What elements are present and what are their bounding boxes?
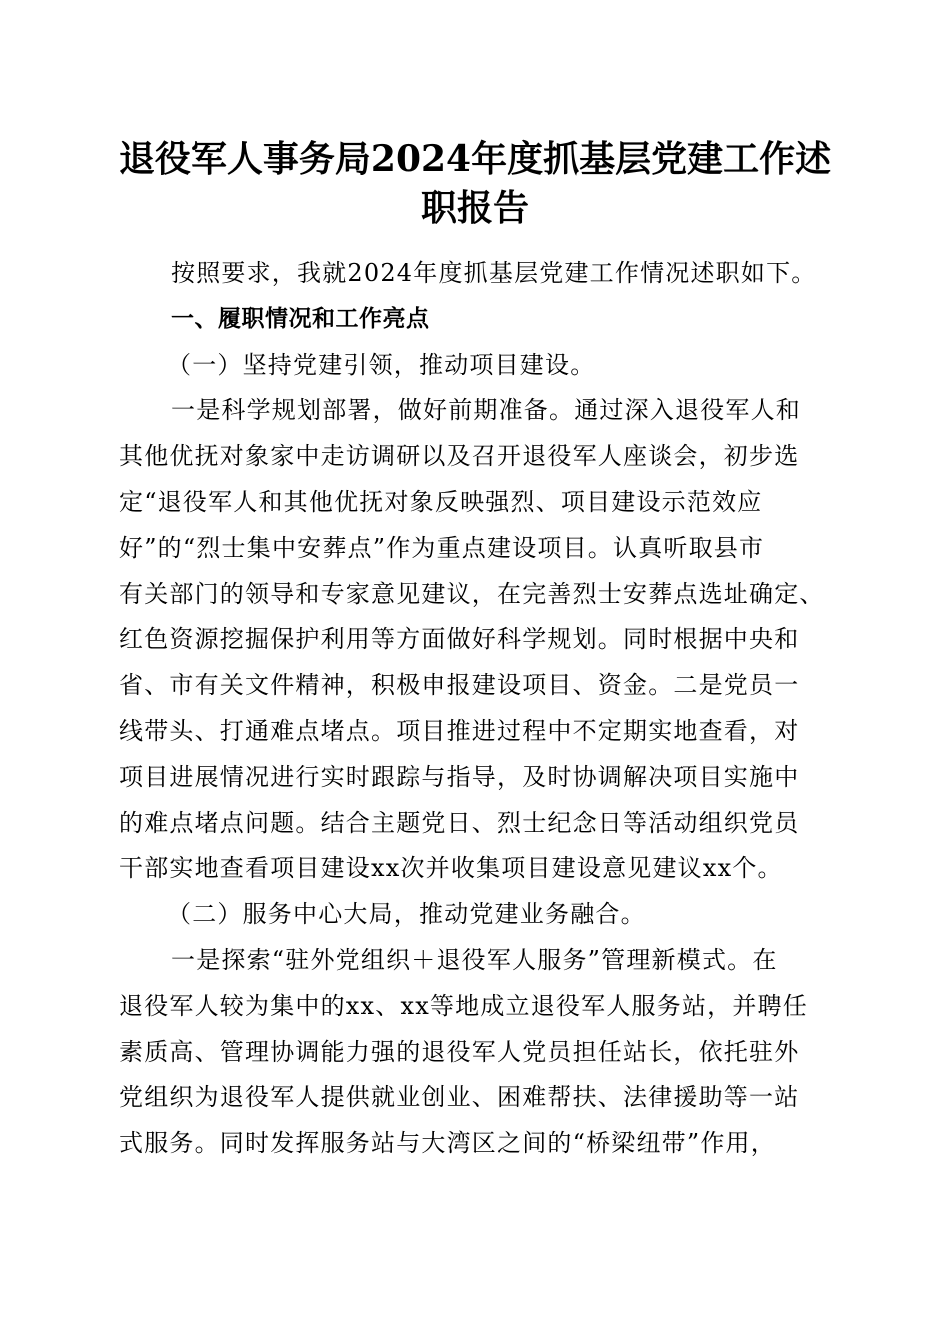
paragraph-line: 的难点堵点问题。结合主题党日、烈士纪念日等活动组织党员 [119,808,800,837]
paragraph-line: 项目进展情况进行实时跟踪与指导，及时协调解决项目实施中 [119,762,800,791]
document-title [118,135,832,233]
paragraph-line: 定“退役军人和其他优抚对象反映强烈、项目建设示范效应 [119,487,763,516]
paragraph-line: 线带头、打通难点堵点。项目推进过程中不定期实地查看，对 [119,716,800,745]
paragraph-line: 省、市有关文件精神，积极申报建设项目、资金。二是党员一 [119,671,800,700]
paragraph-line: 素质高、管理协调能力强的退役军人党员担任站长，依托驻外 [119,1037,800,1066]
paragraph-line: 其他优抚对象家中走访调研以及召开退役军人座谈会，初步选 [119,442,800,471]
paragraph-line: 一是探索“驻外党组织＋退役军人服务”管理新模式。在 [171,945,778,974]
subsection-heading-2: （二）服务中心大局，推动党建业务融合。 [167,900,646,929]
title-line-2: 职报告 [420,187,529,229]
paragraph-line: 一是科学规划部署，做好前期准备。通过深入退役军人和 [171,396,801,425]
paragraph-line: 退役军人较为集中的xx、xx等地成立退役军人服务站，并聘任 [119,991,808,1020]
paragraph-line: 式服务。同时发挥服务站与大湾区之间的“桥梁纽带”作用， [119,1129,776,1158]
section-heading-1: 一、履职情况和工作亮点 [171,305,430,332]
document-body [119,251,831,1167]
intro-paragraph: 按照要求，我就2024年度抓基层党建工作情况述职如下。 [171,259,817,287]
paragraph-1 [119,388,831,892]
paragraph-line: 好”的“烈士集中安葬点”作为重点建设项目。认真听取县市 [119,533,765,562]
paragraph-line: 有关部门的领导和专家意见建议，在完善烈士安葬点选址确定、 [119,579,825,608]
title-line-1: 退役军人事务局2024年度抓基层党建工作述 [118,138,832,180]
paragraph-line: 干部实地查看项目建设xx次并收集项目建设意见建议xx个。 [119,854,783,883]
paragraph-line: 红色资源挖掘保护利用等方面做好科学规划。同时根据中央和 [119,625,800,654]
paragraph-2 [119,938,831,1167]
subsection-heading-1: （一）坚持党建引领，推动项目建设。 [167,350,596,379]
paragraph-line: 党组织为退役军人提供就业创业、困难帮扶、法律援助等一站 [119,1083,800,1112]
